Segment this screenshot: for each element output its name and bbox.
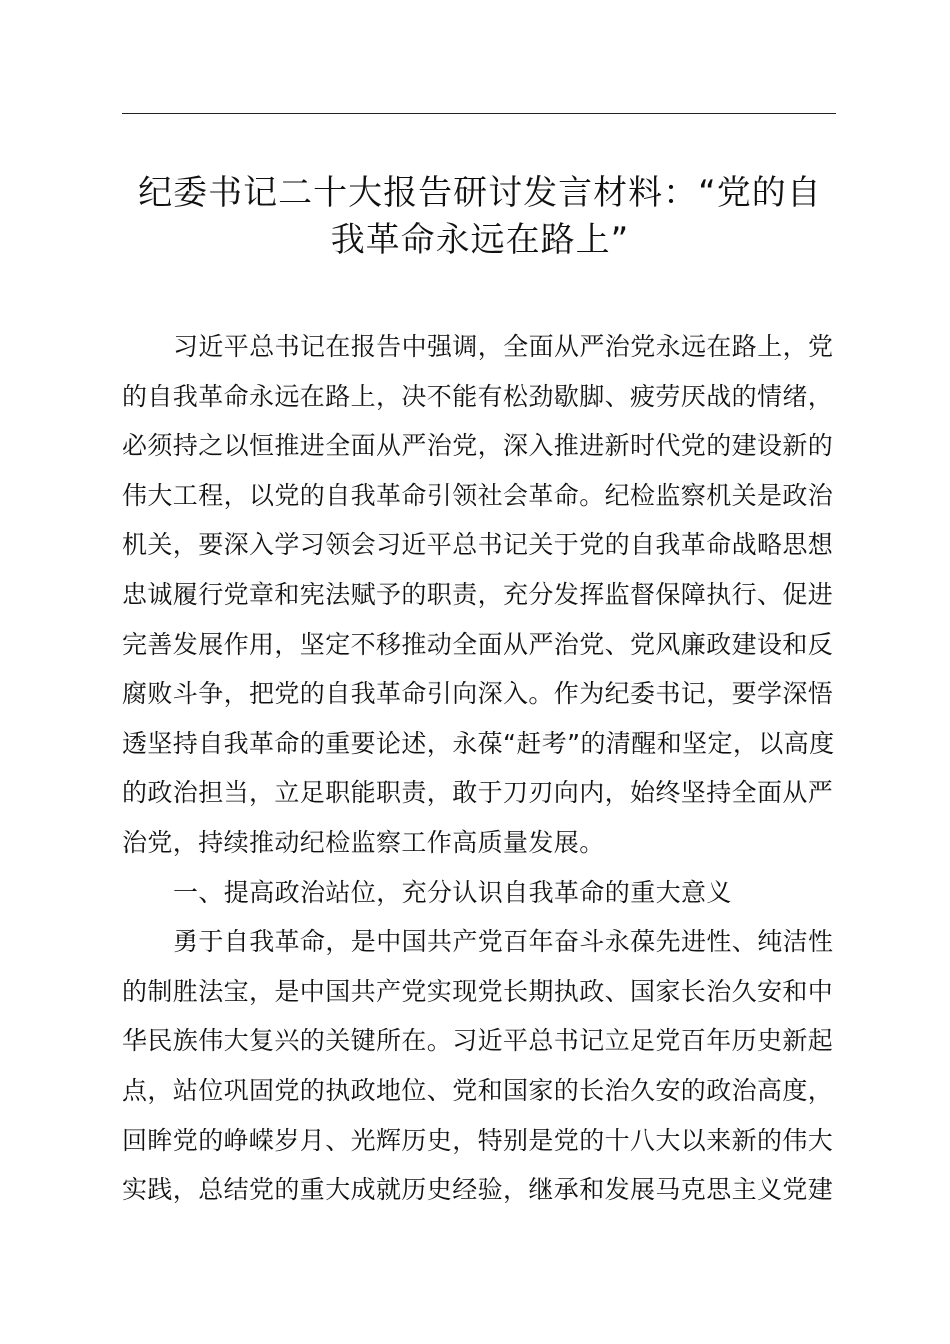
- text-line: 机关，要深入学习领会习近平总书记关于党的自我革命战略思想: [122, 530, 834, 560]
- document-title: [110, 170, 850, 264]
- paragraph-section-1: [122, 917, 838, 1215]
- text-line: 忠诚履行党章和宪法赋予的职责，充分发挥监督保障执行、促进: [122, 579, 834, 609]
- text-line: 完善发展作用，坚定不移推动全面从严治党、党风廉政建设和反: [122, 629, 834, 659]
- text-line: 回眸党的峥嵘岁月、光辉历史，特别是党的十八大以来新的伟大: [122, 1125, 834, 1155]
- paragraph-intro: [122, 322, 838, 868]
- text-line: 的自我革命永远在路上，决不能有松劲歇脚、疲劳厌战的情绪，: [122, 381, 834, 411]
- text-line: 透坚持自我革命的重要论述，永葆“赶考”的清醒和坚定，以高度: [122, 728, 835, 758]
- text-line: 的政治担当，立足职能职责，敢于刀刃向内，始终坚持全面从严: [122, 778, 834, 808]
- text-line: 腐败斗争，把党的自我革命引向深入。作为纪委书记，要学深悟: [122, 679, 834, 709]
- document-body: [122, 322, 838, 1215]
- text-line: 勇于自我革命，是中国共产党百年奋斗永葆先进性、纯洁性: [173, 927, 834, 957]
- section-heading: [122, 868, 838, 918]
- text-line: 的制胜法宝，是中国共产党实现党长期执政、国家长治久安和中: [122, 976, 834, 1006]
- text-line: 必须持之以恒推进全面从严治党，深入推进新时代党的建设新的: [122, 431, 834, 461]
- text-line: 治党，持续推动纪检监察工作高质量发展。: [122, 827, 605, 857]
- text-line: 实践，总结党的重大成就历史经验，继承和发展马克思主义党建: [122, 1175, 834, 1205]
- title-line: 我革命永远在路上”: [330, 220, 630, 260]
- header-rule: [122, 113, 836, 114]
- title-line: 纪委书记二十大报告研讨发言材料：“党的自: [138, 173, 822, 213]
- text-line: 华民族伟大复兴的关键所在。习近平总书记立足党百年历史新起: [122, 1026, 834, 1056]
- text-line: 伟大工程，以党的自我革命引领社会革命。纪检监察机关是政治: [122, 480, 834, 510]
- section-heading-text: 一、提高政治站位，充分认识自我革命的重大意义: [173, 877, 732, 907]
- text-line: 点，站位巩固党的执政地位、党和国家的长治久安的政治高度，: [122, 1075, 834, 1105]
- text-line: 习近平总书记在报告中强调，全面从严治党永远在路上，党: [173, 332, 834, 361]
